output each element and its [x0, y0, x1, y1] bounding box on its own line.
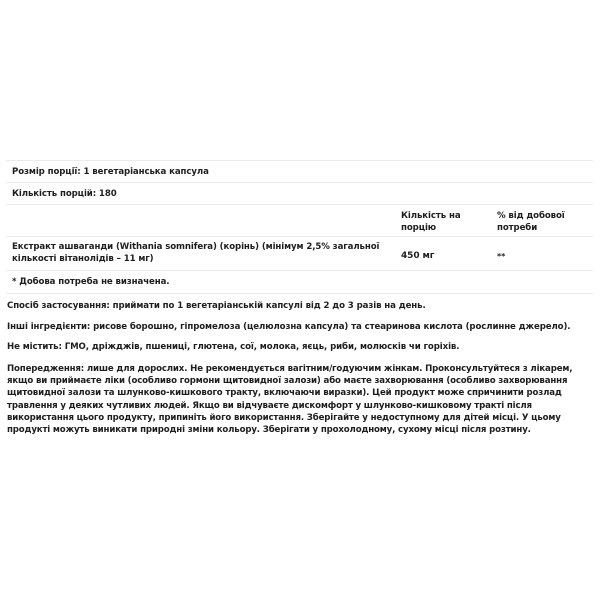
servings-per-container: Кількість порцій: 180	[12, 188, 117, 199]
usage-text: Спосіб застосування: приймати по 1 вегетаріанській капсулі від 2 до 3 разів на день.	[7, 301, 426, 311]
footnote-row	[6, 270, 593, 294]
free-of-text: Не містить: ГМО, дріжджів, пшениці, глютена, сої, молока, яєць, риби, молюсків чи горіхів.	[7, 342, 460, 352]
ingredient-daily-value: **	[497, 251, 506, 261]
table-header-row	[6, 204, 593, 236]
table-row	[6, 236, 593, 270]
ingredient-name: Екстракт ашваганди (Withania somnifera) (корінь) (мінімум 2,5% загальної кількості вітанолідів – 11 мг)	[12, 242, 380, 264]
header-daily-value: % від добової потреби	[497, 211, 565, 233]
servings-per-container-row	[6, 182, 593, 204]
warning-text: Попередження: лише для дорослих. Не рекомендується вагітним/годуючим жінкам. Проконсультуйтеся з лікарем, якщо ви приймаєте ліки (особливо гормони щитовидної залози) або маєте захворювання (особливо захворювання щитовидної залози та шлунково-кишкового тракту, включаючи виразки). Цей продукт може спричинити розлад травлення у деяких чутливих людей. Якщо ви відчуваєте дискомфорт у шлунково-кишковому тракті після використання цього продукту, припиніть його використання. Зберігайте у недоступному для дітей місці. У цьому продукті можуть виникати природні зміни кольору. Зберігати у прохолодному, сухому місці після розтину.	[7, 364, 573, 436]
ingredient-amount: 450 мг	[401, 250, 435, 261]
serving-size: Розмір порції: 1 вегетаріанська капсула	[12, 166, 209, 177]
header-amount-per-serving: Кількість на порцію	[401, 211, 461, 233]
serving-size-row	[6, 160, 593, 182]
other-ingredients-text: Інші інгредієнти: рисове борошно, гіпромелоза (целюлозна капсула) та стеаринова кислота (рослинне джерело).	[7, 322, 571, 332]
footnote: * Добова потреба не визначена.	[12, 277, 170, 287]
supplement-facts-table	[6, 160, 593, 294]
